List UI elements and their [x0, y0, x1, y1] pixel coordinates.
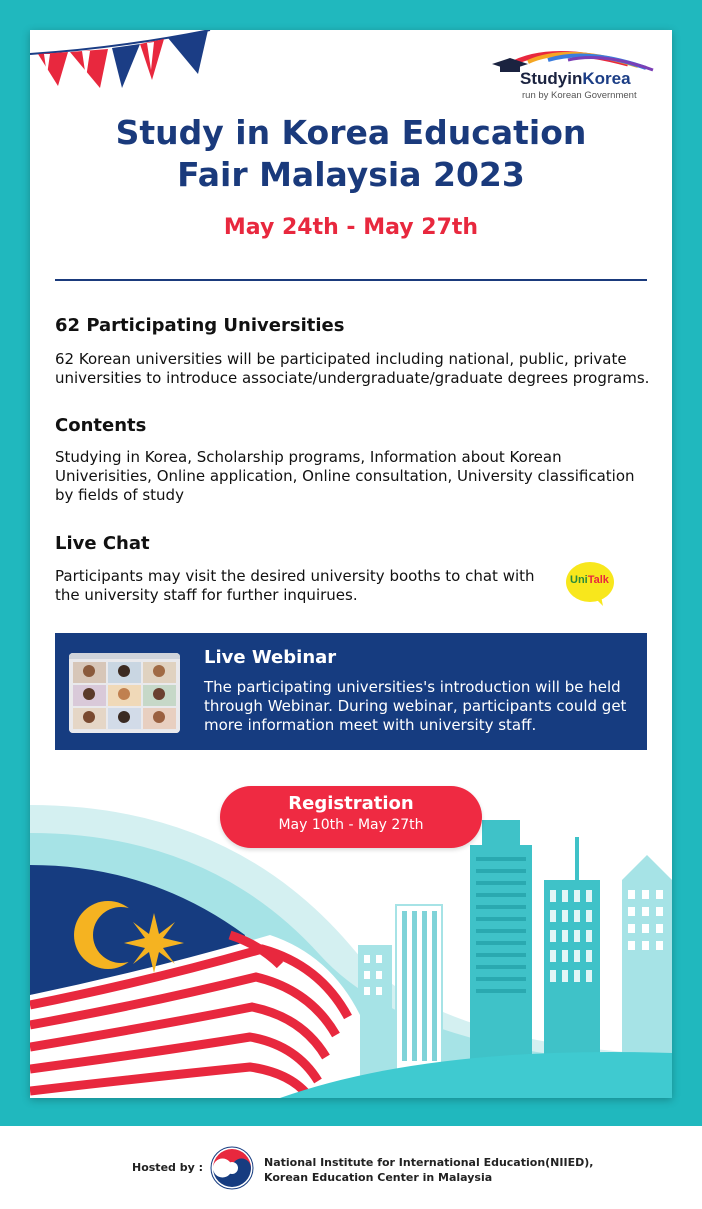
host-line-1: National Institute for International Education(NIIED),	[264, 1156, 594, 1169]
korea-taegeuk-emblem-icon	[210, 1146, 254, 1190]
footer	[0, 1126, 702, 1209]
contents-heading: Contents	[55, 415, 147, 436]
host-line-2: Korean Education Center in Malaysia	[264, 1171, 493, 1184]
live-chat-body: Participants may visit the desired university booths to chat with the university staff for further inquirues.	[55, 567, 535, 604]
bunting-flags-icon	[30, 30, 220, 100]
hosted-by-label: Hosted by :	[132, 1161, 204, 1174]
webinar-body: The participating universities's introduction will be held through Webinar. During webinar, participants could get more information meet with university staff.	[204, 678, 627, 734]
poster-card	[30, 30, 672, 1098]
webinar-video-grid-image	[69, 653, 180, 733]
logo-subtitle: run by Korean Government	[522, 90, 637, 101]
webinar-heading: Live Webinar	[204, 647, 337, 668]
contents-body: Studying in Korea, Scholarship programs, Information about Korean Univerisities, Online application, Online consultation, University classification by fields of study	[55, 448, 635, 504]
host-organization	[264, 1155, 593, 1185]
page-title	[30, 112, 672, 196]
title-line-1: Study in Korea Education	[115, 113, 587, 152]
registration-dates: May 10th - May 27th	[278, 817, 424, 833]
universities-heading: 62 Participating Universities	[55, 315, 345, 336]
live-chat-heading: Live Chat	[55, 533, 150, 554]
registration-label: Registration	[288, 793, 414, 814]
event-date: May 24th - May 27th	[223, 215, 479, 240]
unitalk-label: UniTalk	[570, 574, 609, 586]
title-line-2: Fair Malaysia 2023	[177, 155, 525, 194]
logo-wordmark: StudyinKorea	[520, 69, 631, 88]
universities-body: 62 Korean universities will be participated including national, public, private universities to introduce associate/undergraduate/graduate degrees programs.	[55, 350, 650, 387]
webinar-panel	[55, 633, 647, 750]
section-divider	[55, 279, 647, 281]
unitalk-badge	[565, 560, 615, 606]
studyinkorea-logo	[488, 42, 658, 104]
registration-button[interactable]	[220, 786, 482, 848]
